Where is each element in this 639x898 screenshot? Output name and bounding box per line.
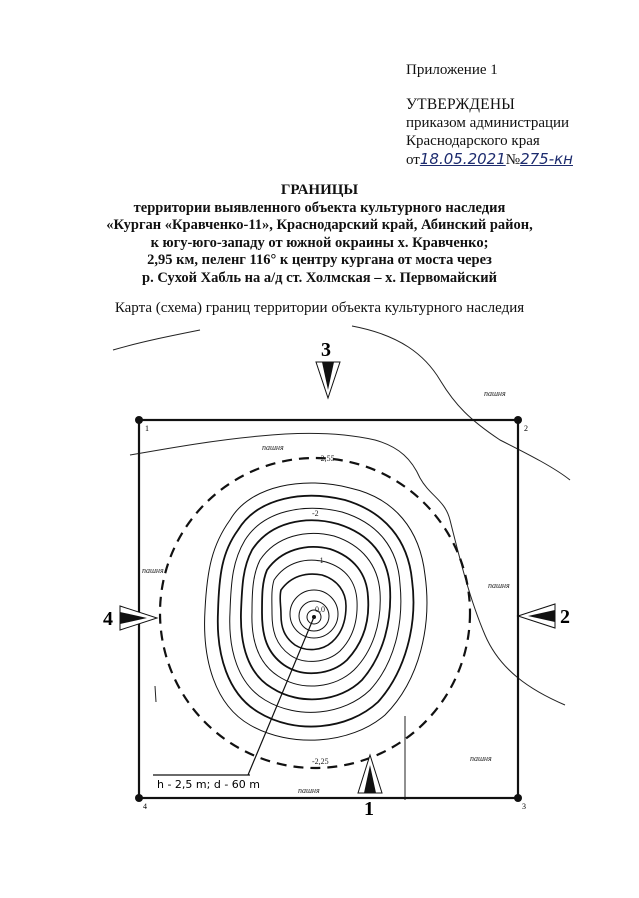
territory-boundary (139, 420, 518, 798)
direction-label-top: 3 (321, 339, 331, 361)
approval-line-2: Краснодарского края (406, 133, 540, 149)
title-line-4: к югу-юго-западу от южной окраины х. Кравченко; (150, 234, 489, 251)
title-line-3: «Курган «Кравченко-11», Краснодарский край, Абинский район, (106, 217, 533, 234)
date-prefix: от (406, 152, 420, 168)
corner-point-3 (514, 794, 522, 802)
approval-heading: УТВЕРЖДЕНЫ (406, 96, 515, 113)
view-arrow-left (103, 606, 157, 630)
view-arrow-right (518, 604, 570, 628)
elevation-label: -1 (317, 556, 324, 565)
land-label: пашня (142, 566, 164, 575)
elevation-label: -2,55 (318, 454, 335, 463)
corner-point-4 (135, 794, 143, 802)
appendix-label: Приложение 1 (406, 62, 498, 78)
title-line-6: р. Сухой Хабль на а/д ст. Холмская – х. Первомайский (142, 269, 497, 286)
corner-label-1: 1 (145, 424, 149, 433)
elevation-label: -2 (312, 509, 319, 518)
corner-point-1 (135, 416, 143, 424)
corner-label-2: 2 (524, 424, 528, 433)
approval-line-1: приказом администрации (406, 115, 570, 131)
direction-label-right: 2 (560, 606, 570, 628)
approval-date: 18.05.2021 (419, 150, 506, 168)
corner-point-2 (514, 416, 522, 424)
land-label: пашня (470, 754, 492, 763)
terrain-line (113, 330, 200, 350)
direction-label-left: 4 (103, 608, 113, 630)
corner-label-3: 3 (522, 802, 526, 811)
land-label: пашня (484, 389, 506, 398)
elevation-label: -2,25 (312, 757, 329, 766)
map-caption: Карта (схема) границ территории объекта культурного наследия (114, 300, 525, 316)
mound-info: h - 2,5 m; d - 60 m (157, 778, 260, 791)
mound-leader-line (248, 617, 314, 775)
title-line-2: территории выявленного объекта культурного наследия (133, 199, 506, 216)
number-prefix: № (505, 152, 521, 168)
land-label: пашня (262, 443, 284, 452)
approval-number: 275-кн (520, 150, 573, 168)
corner-label-4: 4 (143, 802, 147, 811)
elevation-label: 0,0 (315, 605, 325, 614)
direction-label-bottom: 1 (364, 798, 374, 820)
land-label: пашня (488, 581, 510, 590)
view-arrow-top (316, 339, 340, 398)
terrain-line (130, 433, 565, 705)
view-arrow-bottom (358, 755, 382, 820)
title-line-1: ГРАНИЦЫ (280, 182, 359, 198)
terrain-line (155, 686, 156, 702)
terrain-line (352, 326, 570, 480)
title-line-5: 2,95 км, пеленг 116° к центру кургана от моста через (147, 252, 492, 269)
land-label: пашня (298, 786, 320, 795)
